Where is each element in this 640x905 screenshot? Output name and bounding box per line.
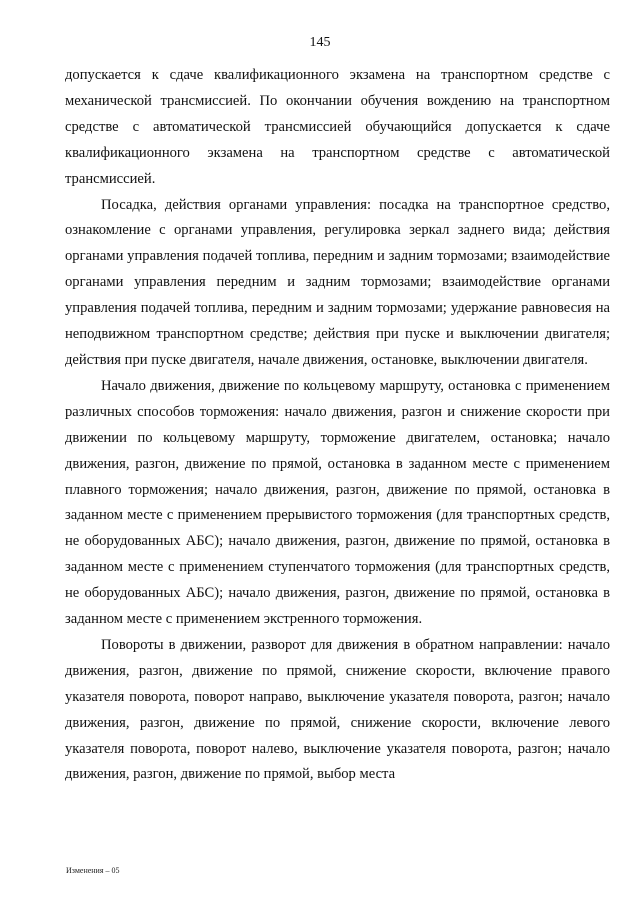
page-number: 145 — [309, 35, 331, 50]
paragraph-start-braking: Начало движения, движение по кольцевому маршруту, остановка с применением различных способов торможения: начало движения, разгон и снижение скорости при движении по кольцевому маршруту, торможение двигателем, остановка; начало движения, разгон, движение по прямой, остановка в заданном месте с применением плавного торможения; начало движения, разгон, движение по прямой, остановка в заданном месте с применением прерывистого торможения (для транспортных средств, не оборудованных АБС); начало движения, разгон, движение по прямой, остановка в заданном месте с применением ступенчатого торможения (для транспортных средств, не оборудованных АБС); начало движения, разгон, движение по прямой, остановка в заданном месте с применением экстренного торможения. — [65, 377, 610, 628]
paragraph-turns-reversal: Повороты в движении, разворот для движения в обратном направлении: начало движения, разгон, движение по прямой, снижение скорости, включение правого указателя поворота, поворот направо, выключение указателя поворота, разгон; начало движения, разгон, движение по прямой, снижение скорости, включение левого указателя поворота, поворот налево, выключение указателя поворота, разгон; начало движения, разгон, движение по прямой, выбор места — [65, 636, 610, 783]
footer-revision-note: Изменения – 05 — [66, 866, 120, 875]
paragraph-continuation: допускается к сдаче квалификационного экзамена на транспортном средстве с механической трансмиссией. По окончании обучения вождению на транспортном средстве с автоматической трансмиссией обучающийся допускается к сдаче квалификационного экзамена на транспортном средстве с автоматической трансмиссией. — [65, 67, 610, 187]
paragraph-boarding-controls: Посадка, действия органами управления: посадка на транспортное средство, ознакомление с органами управления, регулировка зеркал заднего вида; действия органами управления подачей топлива, передним и задним тормозами; взаимодействие органами управления передним и задним тормозами; взаимодействие органами управления подачей топлива, передним и задним тормозами; удержание равновесия на неподвижном транспортном средстве; действия при пуске и выключении двигателя; действия при пуске двигателя, начале движения, остановке, выключении двигателя. — [65, 196, 610, 368]
document-body — [65, 63, 610, 788]
